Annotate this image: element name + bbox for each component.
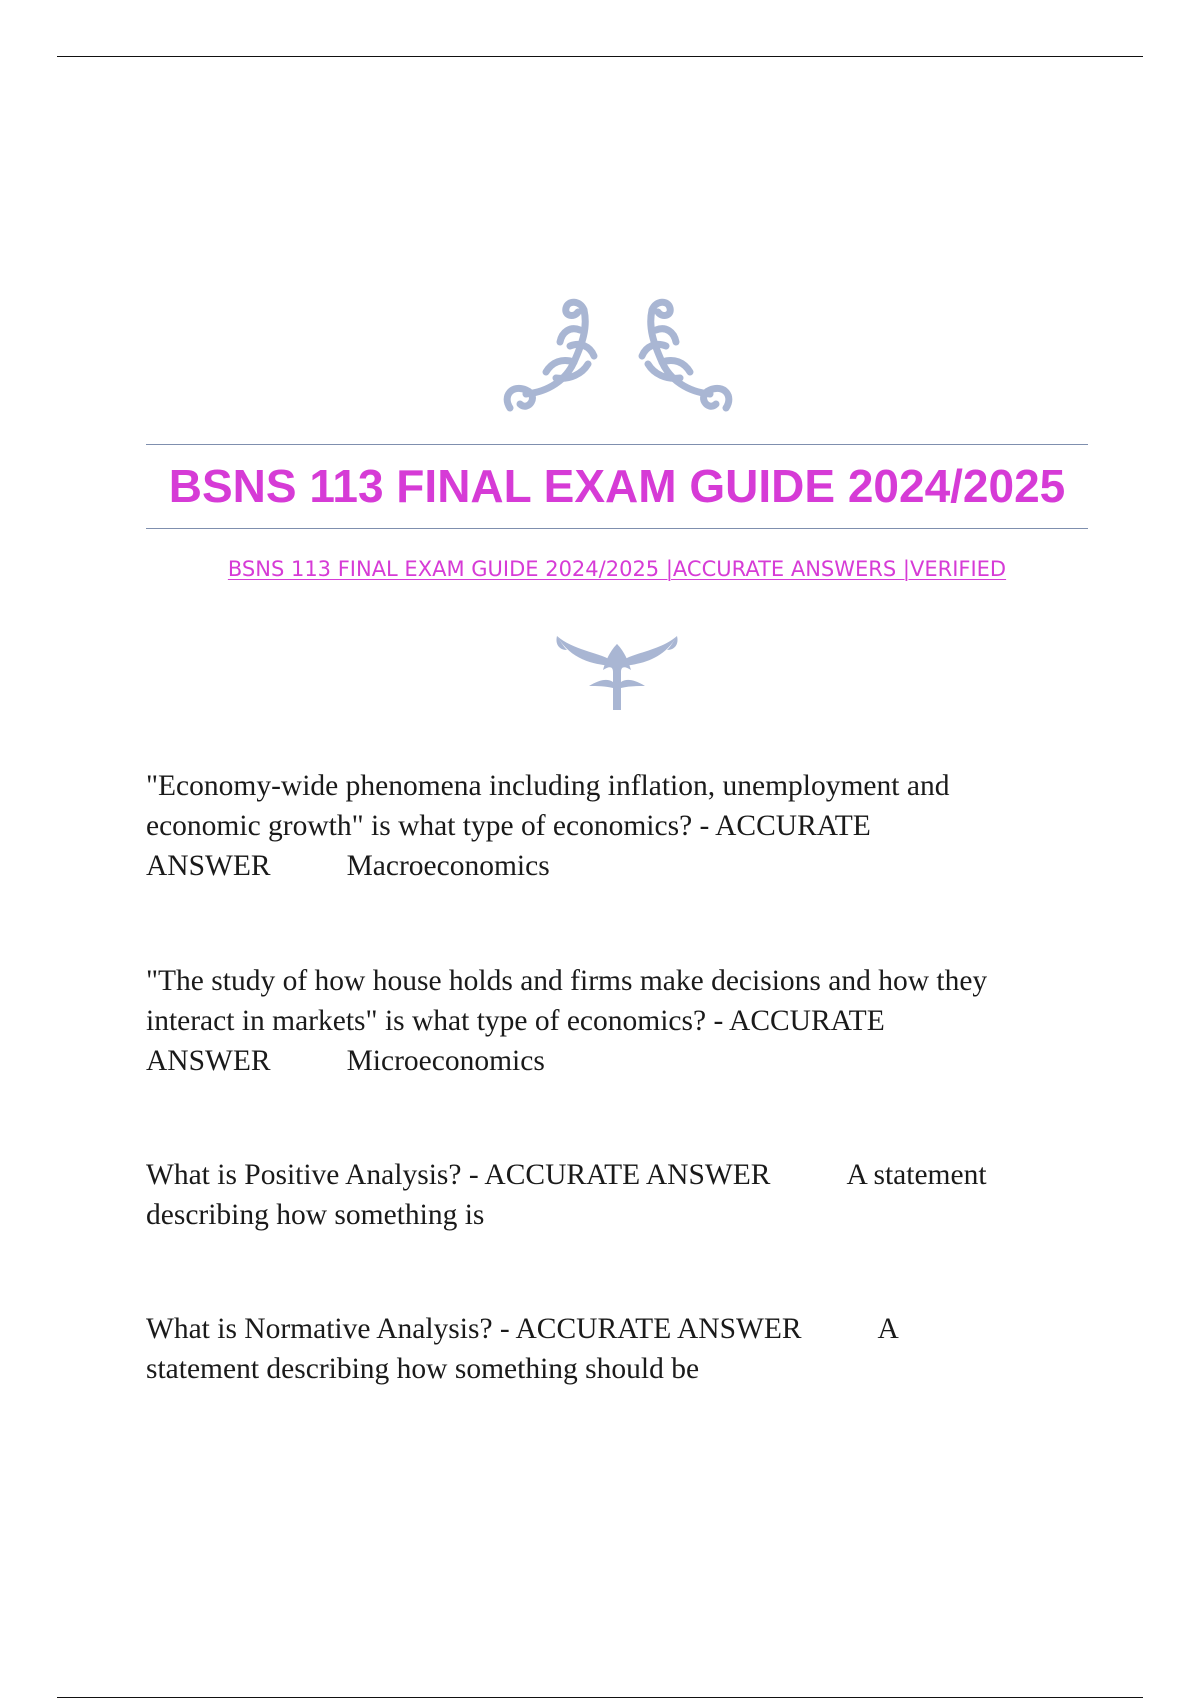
answer-text: A <box>877 1313 899 1345</box>
answer-text: A statement <box>846 1159 987 1191</box>
question-text: "Economy-wide phenomena including inflation, unemployment and <box>146 770 950 802</box>
answer-tag: ANSWER <box>146 850 271 882</box>
fleuron-divider-icon <box>553 630 681 712</box>
answer-text: Microeconomics <box>346 1045 545 1077</box>
answer-text: Macroeconomics <box>346 850 550 882</box>
qa-item <box>146 961 1086 1081</box>
flourish-ornament-icon <box>500 296 736 426</box>
answer-text: statement describing how something should be <box>146 1353 700 1385</box>
question-text: What is Positive Analysis? - ACCURATE ANSWER <box>146 1159 771 1191</box>
page-title: BSNS 113 FINAL EXAM GUIDE 2024/2025 <box>168 460 1066 512</box>
question-text: "The study of how house holds and firms make decisions and how they <box>146 965 988 997</box>
title-top-rule <box>146 444 1088 445</box>
question-text: What is Normative Analysis? - ACCURATE ANSWER <box>146 1313 802 1345</box>
title-bottom-rule <box>146 528 1088 529</box>
qa-item <box>146 766 1086 886</box>
answer-tag: ANSWER <box>146 1045 271 1077</box>
question-text: interact in markets" is what type of economics? - ACCURATE <box>146 1005 885 1037</box>
page-top-rule <box>57 56 1143 57</box>
qa-item <box>146 1309 1086 1389</box>
page-bottom-rule <box>57 1697 1143 1698</box>
question-text: economic growth" is what type of economics? - ACCURATE <box>146 810 871 842</box>
page-subtitle: BSNS 113 FINAL EXAM GUIDE 2024/2025 |ACCURATE ANSWERS |VERIFIED <box>227 557 1007 581</box>
qa-item <box>146 1155 1086 1235</box>
answer-text: describing how something is <box>146 1199 485 1231</box>
